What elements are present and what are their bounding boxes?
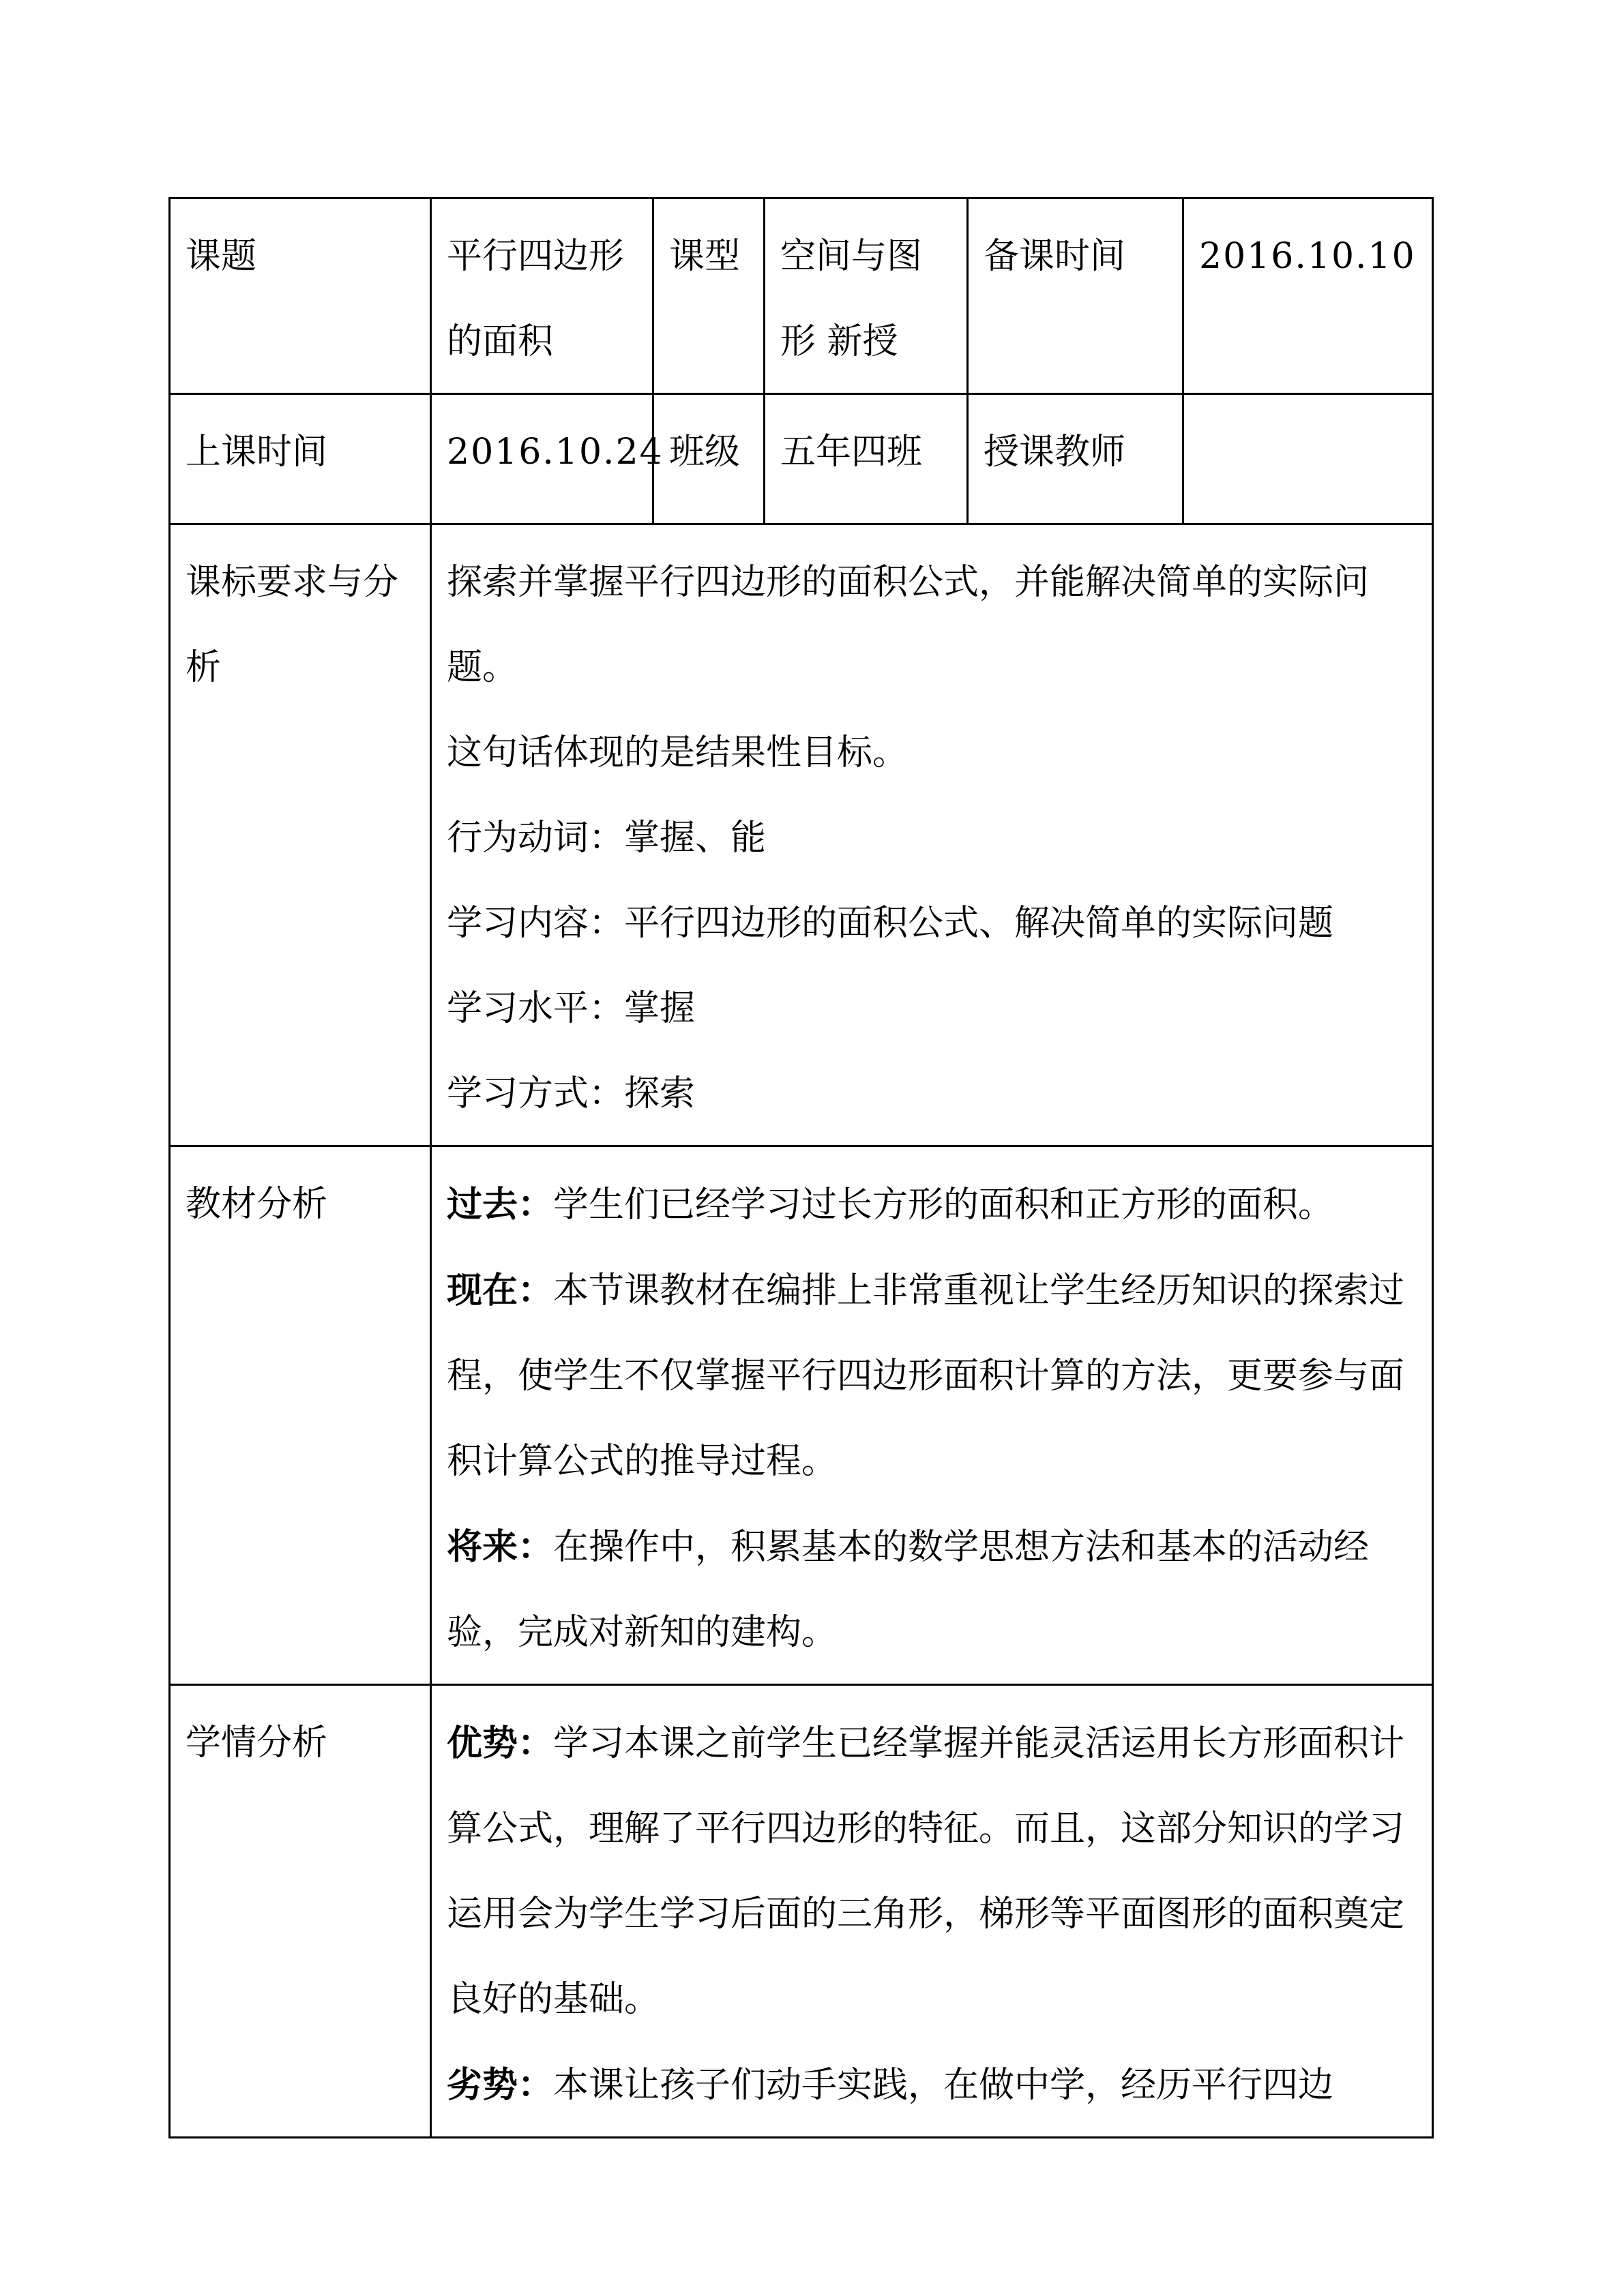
table-row-textbook <box>170 1146 1433 1685</box>
table-row-topic <box>170 198 1433 394</box>
type-value: 空间与图形 新授 <box>780 236 923 362</box>
textbook-future <box>447 1504 1418 1675</box>
curriculum-line: 这句话体现的是结果性目标。 <box>447 732 909 773</box>
past-label: 过去： <box>447 1184 554 1225</box>
class-label: 班级 <box>669 432 741 473</box>
class-value-cell <box>765 394 968 524</box>
prep-time-label: 备课时间 <box>984 236 1126 277</box>
curriculum-line: 学习内容：平行四边形的面积公式、解决简单的实际问题 <box>447 903 1334 944</box>
curriculum-line: 学习水平：掌握 <box>447 988 696 1029</box>
topic-label: 课题 <box>186 236 257 277</box>
type-label: 课型 <box>669 236 741 277</box>
now-text: 本节课教材在编排上非常重视让学生经历知识的探索过程，使学生不仅掌握平行四边形面积计算的方法，更要参与面积计算公式的推导过程。 <box>447 1270 1405 1482</box>
future-label: 将来： <box>447 1526 554 1568</box>
topic-label-cell <box>170 198 431 394</box>
textbook-content-cell <box>431 1146 1433 1685</box>
curriculum-label: 课标要求与分析 <box>186 562 399 688</box>
strength-text: 学习本课之前学生已经掌握并能灵活运用长方形面积计算公式，理解了平行四边形的特征。而且，这部分知识的学习运用会为学生学习后面的三角形，梯形等平面图形的面积奠定良好的基础。 <box>447 1723 1405 2020</box>
class-time-value: 2016.10.24 <box>447 432 664 473</box>
table-row-curriculum <box>170 524 1433 1146</box>
prep-time-value: 2016.10.10 <box>1199 236 1416 277</box>
students-strength <box>447 1701 1418 2042</box>
students-label-cell <box>170 1685 431 2138</box>
topic-value: 平行四边形的面积 <box>447 236 625 362</box>
now-label: 现在： <box>447 1270 554 1311</box>
students-content-cell <box>431 1685 1433 2138</box>
textbook-now <box>447 1248 1418 1504</box>
weakness-text: 本课让孩子们动手实践，在做中学，经历平行四边 <box>553 2065 1334 2106</box>
type-value-cell <box>765 198 968 394</box>
past-text: 学生们已经学习过长方形的面积和正方形的面积。 <box>553 1184 1334 1225</box>
textbook-label-cell <box>170 1146 431 1685</box>
weakness-label: 劣势： <box>447 2064 554 2106</box>
teacher-label-cell <box>968 394 1183 524</box>
table-row-class-time <box>170 394 1433 524</box>
teacher-label: 授课教师 <box>984 432 1126 473</box>
class-time-value-cell <box>431 394 664 524</box>
students-weakness <box>447 2042 1418 2128</box>
curriculum-label-cell <box>170 524 431 1146</box>
prep-time-value-cell <box>1183 198 1433 394</box>
lesson-plan-table <box>168 197 1434 2138</box>
strength-label: 优势： <box>447 1723 554 1764</box>
class-time-label-cell <box>170 394 431 524</box>
topic-value-cell <box>431 198 653 394</box>
class-label-cell <box>653 394 765 524</box>
class-value: 五年四班 <box>780 432 923 473</box>
table-row-students <box>170 1685 1433 2138</box>
future-text: 在操作中，积累基本的数学思想方法和基本的活动经验，完成对新知的建构。 <box>447 1527 1370 1653</box>
students-label: 学情分析 <box>186 1723 328 1763</box>
textbook-label: 教材分析 <box>186 1184 328 1225</box>
prep-time-label-cell <box>968 198 1183 394</box>
type-label-cell <box>653 198 765 394</box>
teacher-value-cell <box>1183 394 1433 524</box>
curriculum-line: 学习方式：探索 <box>447 1073 696 1114</box>
class-time-label: 上课时间 <box>186 432 328 473</box>
curriculum-content-cell <box>431 524 1433 1146</box>
curriculum-line: 行为动词：掌握、能 <box>447 818 767 859</box>
curriculum-line: 探索并掌握平行四边形的面积公式，并能解决简单的实际问题。 <box>447 562 1370 688</box>
textbook-past <box>447 1162 1418 1248</box>
